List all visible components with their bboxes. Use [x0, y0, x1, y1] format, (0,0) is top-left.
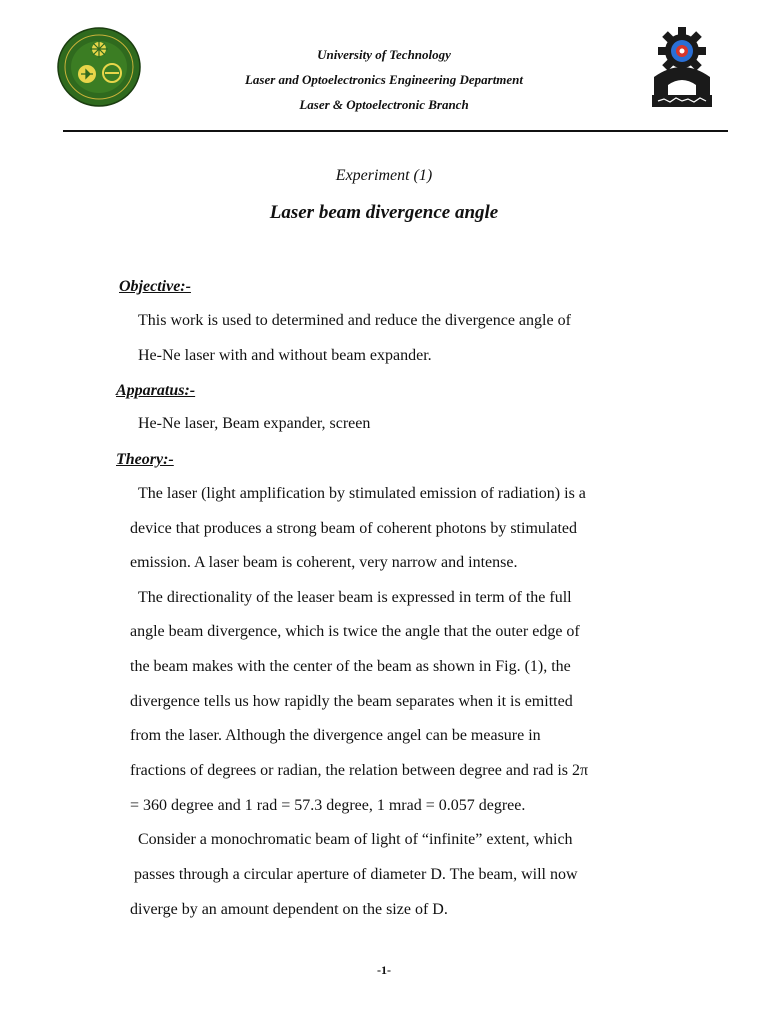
theory-line: diverge by an amount dependent on the size of D. [130, 901, 448, 918]
theory-line: device that produces a strong beam of coherent photons by stimulated [130, 520, 577, 537]
objective-line: He-Ne laser with and without beam expander. [138, 347, 432, 364]
theory-line: from the laser. Although the divergence angel can be measure in [130, 727, 541, 744]
theory-line: angle beam divergence, which is twice the angle that the outer edge of [130, 623, 580, 640]
apparatus-line: He-Ne laser, Beam expander, screen [138, 415, 371, 432]
experiment-label: Experiment (1) [335, 167, 433, 184]
theory-line: Consider a monochromatic beam of light of “infinite” extent, which [138, 831, 573, 848]
branch-name: Laser & Optoelectronic Branch [299, 97, 469, 112]
page-number: -1- [377, 963, 391, 977]
header-divider [63, 130, 728, 132]
university-name: University of Technology [317, 47, 451, 62]
department-name: Laser and Optoelectronics Engineering Department [244, 72, 524, 87]
apparatus-heading: Apparatus:- [116, 382, 196, 399]
theory-line: passes through a circular aperture of diameter D. The beam, will now [134, 866, 578, 883]
theory-line: emission. A laser beam is coherent, very narrow and intense. [130, 554, 518, 571]
objective-line: This work is used to determined and reduce the divergence angle of [138, 312, 571, 329]
theory-line: = 360 degree and 1 rad = 57.3 degree, 1 mrad = 0.057 degree. [130, 797, 526, 814]
theory-line: The directionality of the leaser beam is expressed in term of the full [138, 589, 572, 606]
experiment-title: Laser beam divergence angle [269, 202, 499, 223]
theory-line: fractions of degrees or radian, the relation between degree and rad is 2π [130, 762, 589, 779]
theory-heading: Theory:- [116, 451, 174, 468]
theory-line: the beam makes with the center of the beam as shown in Fig. (1), the [130, 658, 571, 675]
theory-line: The laser (light amplification by stimulated emission of radiation) is a [138, 485, 586, 502]
university-seal-icon [57, 27, 141, 107]
theory-line: divergence tells us how rapidly the beam separates when it is emitted [130, 693, 573, 710]
objective-heading: Objective:- [119, 278, 191, 295]
